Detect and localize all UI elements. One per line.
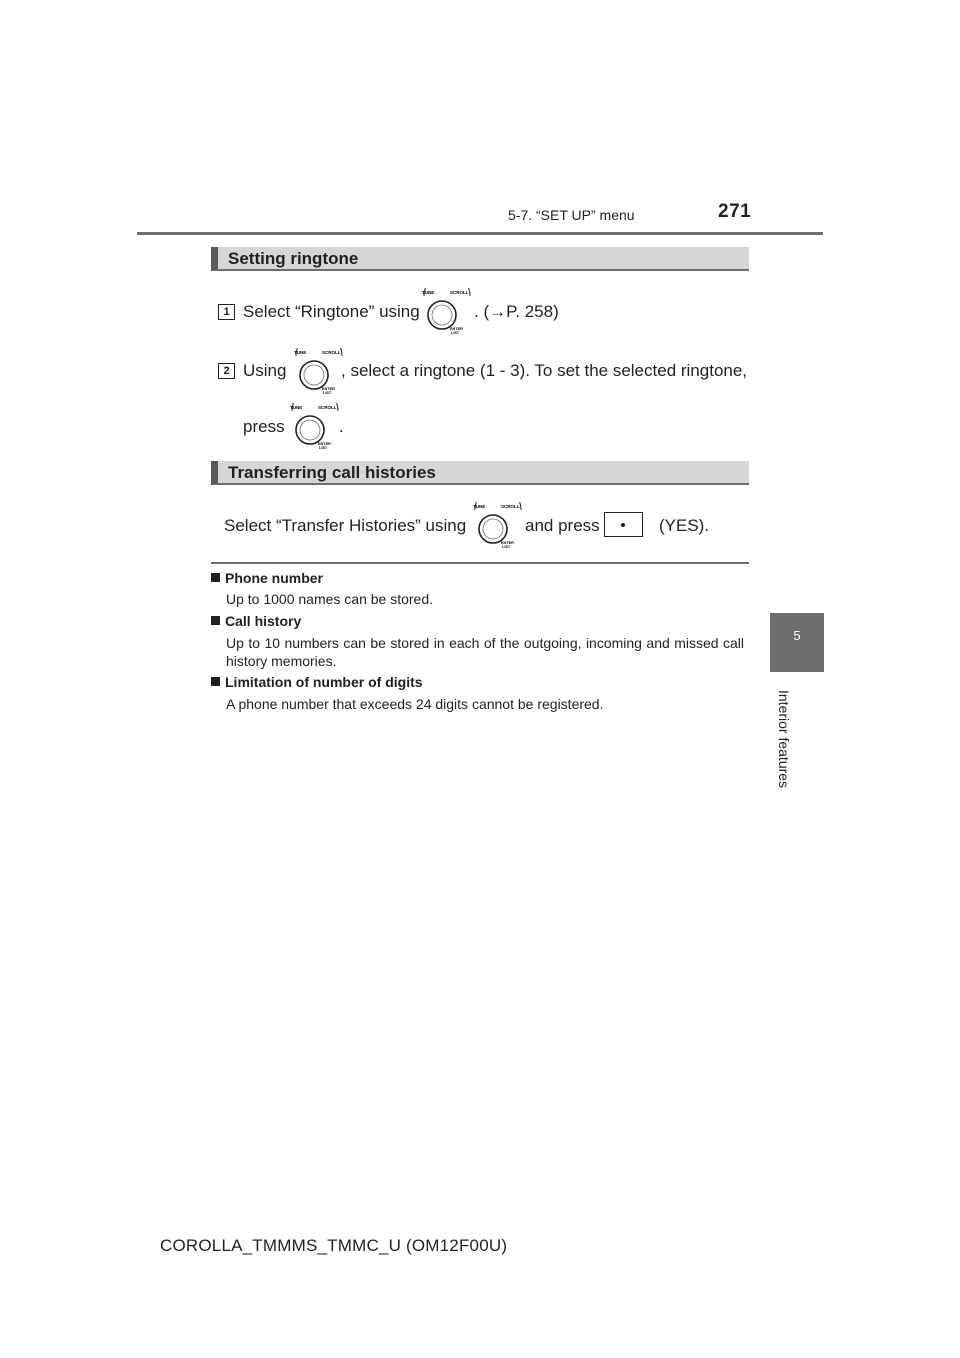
bullet-square-icon <box>211 573 220 582</box>
knob-label-list: LIST <box>319 446 328 450</box>
page-number: 271 <box>718 201 752 222</box>
knob-label-list: LIST <box>502 545 511 549</box>
tune-scroll-knob-icon <box>471 502 527 550</box>
note-body: Up to 1000 names can be stored. <box>226 591 434 607</box>
transfer-text: Select “Transfer Histories” using <box>224 516 467 535</box>
step-2-line2-after: . <box>339 417 344 436</box>
note-heading-call-history <box>211 613 301 629</box>
transfer-text-after: (YES). <box>659 516 710 535</box>
yes-key-icon <box>604 512 643 537</box>
step-1-text-after: . (→P. 258) <box>474 302 559 321</box>
knob-label-scroll: SCROLL <box>450 290 469 295</box>
section-heading-setting-ringtone <box>211 247 749 271</box>
knob-label-tune: TUNE <box>473 504 486 509</box>
note-heading-phone-number <box>211 570 323 586</box>
step-1-text: Select “Ringtone” using <box>243 302 420 321</box>
tune-scroll-knob-icon <box>420 288 476 336</box>
chapter-number: 5 <box>793 628 801 643</box>
section-title: Transferring call histories <box>228 463 436 482</box>
bullet-square-icon <box>211 677 220 686</box>
tune-scroll-knob-icon <box>288 403 344 451</box>
step-2-text-after: , select a ringtone (1 - 3). To set the selected ringtone, <box>341 361 748 380</box>
key-dot <box>621 523 625 527</box>
notes-divider <box>211 562 749 564</box>
knob-label-enter: ENTER <box>450 327 463 331</box>
knob-label-enter: ENTER <box>318 442 331 446</box>
footer-document-id: COROLLA_TMMMS_TMMC_U (OM12F00U) <box>160 1236 508 1255</box>
note-body: Up to 10 numbers can be stored in each of the outgoing, incoming and missed call history memories. <box>226 635 744 669</box>
step-number-2: 2 <box>218 363 235 379</box>
knob-label-list: LIST <box>323 391 332 395</box>
running-header-section: 5-7. “SET UP” menu <box>508 207 635 223</box>
knob-label-scroll: SCROLL <box>322 350 341 355</box>
knob-label-tune: TUNE <box>294 350 307 355</box>
section-title: Setting ringtone <box>228 249 359 268</box>
step-2-text: Using <box>243 361 287 380</box>
section-heading-transferring-call-histories <box>211 461 749 485</box>
knob-label-tune: TUNE <box>290 405 303 410</box>
note-title: Limitation of number of digits <box>225 674 423 690</box>
note-title: Phone number <box>225 570 324 586</box>
knob-label-scroll: SCROLL <box>318 405 337 410</box>
chapter-label: Interior features <box>776 690 792 789</box>
knob-label-scroll: SCROLL <box>501 504 520 509</box>
bullet-square-icon <box>211 616 220 625</box>
header-divider <box>137 232 823 235</box>
knob-label-list: LIST <box>451 331 460 335</box>
tune-scroll-knob-icon <box>292 348 348 396</box>
knob-label-enter: ENTER <box>501 541 514 545</box>
knob-label-tune: TUNE <box>422 290 435 295</box>
transfer-text-middle: and press <box>525 516 600 535</box>
note-body: A phone number that exceeds 24 digits cannot be registered. <box>226 696 604 712</box>
note-title: Call history <box>225 613 302 629</box>
knob-label-enter: ENTER <box>322 387 335 391</box>
note-heading-limitation-of-digits <box>211 674 423 690</box>
step-2-line2: press <box>243 417 285 436</box>
step-number-1: 1 <box>218 304 235 320</box>
